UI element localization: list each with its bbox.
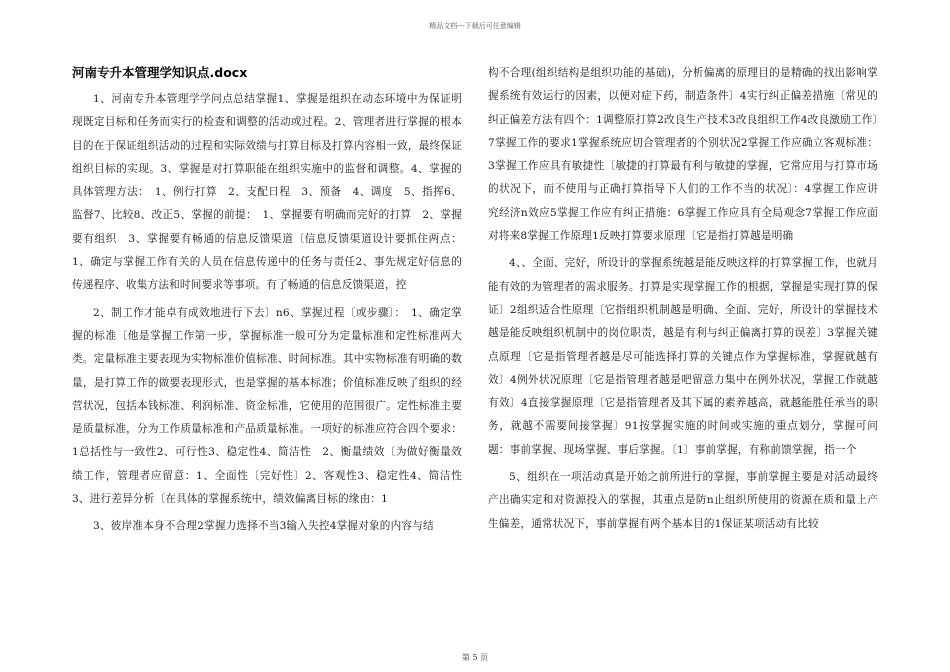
paragraph: 2、制工作才能卓有成效地进行下去〕n6、掌握过程〔或步骤〕： 1、确定掌握的标准〔他是掌握工作第一步，掌握标准一般可分为定量标准和定性标准两大类。定量标准主要表现为实物标准价值标准、时间标准。其中实物标准有明确的数量，是打算工作的做要表现形式，也是掌握的基本标准；价值标准反映了组织的经营状况，包括本钱标准、利润标准、资金标准，它使用的范围很广。定性标准主要是质量标准，分为工作质量标准和产品质量标准。一项好的标准应符合四个要求：1总括性与一致性2、可行性3、稳定性4、简洁性 2、衡量绩效〔为做好衡量效绩工作，管理者应留意：1、全面性〔完好性〕2、客观性3、稳定性4、简洁性 3、进行差异分析〔在具体的掌握系统中，绩效偏离目标的缘由：1 bbox=[72, 306, 473, 506]
paragraph: 5、组织在一项活动真是开始之前所进行的掌握，事前掌握主要是对活动最终产出确实定和对资源投入的掌握，其重点是防n止组织所使用的资源在质和量上产生偏差，通常状况下，事前掌握有两个基本目的1保证某项活动有比较 bbox=[488, 471, 878, 530]
page-header: 精品文档---下载后可任意编辑 bbox=[429, 22, 521, 30]
paragraph: 3、彼岸准本身不合理2掌握力选择不当3输入失控4掌握对象的内容与结 bbox=[93, 520, 434, 533]
right-column bbox=[488, 62, 878, 540]
paragraph: 4、、全面、完好，所设计的掌握系统越是能反映这样的打算掌握工作，也就月能有效的为管理者的需求服务。打算是实现掌握工作的根据，掌握是实现打算的保证〕2组织适合性原理〔它指组织机制越是明确、全面、完好，所设计的掌握技术越是能反映组织机制中的岗位职责，越是有利与纠正偏离打算的误差〕3掌握关键点原理〔它是指管理者越是尽可能选择打算的关键点作为掌握标准，掌握就越有效〕4例外状况原理〔它是指管理者越是吧留意力集中在例外状况，掌握工作就越有效〕4直接掌握原理〔它是指管理者及其下属的素养越高，就越能胜任承当的职务，就越不需要间接掌握〕91按掌握实施的时间或实施的重点划分，掌握可问题：事前掌握、现场掌握、事后掌握。〔1〕事前掌握，有称前馈掌握，指一个 bbox=[488, 257, 878, 456]
left-column bbox=[72, 62, 473, 543]
paragraph: 构不合理(组织结构是组织功能的基础)，分析偏离的原理目的是精确的找出影响掌握系统有效运行的因素，以便对症下药，制造条件〕4实行纠正偏差措施〔常见的纠正偏差方法有四个：1调整原打算2改良生产技术3改良组织工作4改良激励工作〕7掌握工作的要求1掌握系统应切合管理者的个别状况2掌握工作应确立客观标准：3掌握工作应具有敏捷性〔敏捷的打算最有利与敏捷的掌握，它常应用与打算市场的状况下，而不使用与正确打算指导下人们的工作不当的状况〕：4掌握工作应讲究经济n效应5掌握工作应有纠正措施：6掌握工作应具有全局观念7掌握工作应面对将来8掌握工作原理1反映打算要求原理〔它是指打算越是明确 bbox=[488, 67, 878, 243]
page-number: 第 5 页 bbox=[461, 653, 489, 662]
paragraph: 1、河南专升本管理学学问点总结掌握1、掌握是组织在动态环境中为保证明现既定目标和任务而实行的检查和调整的活动或过程。2、管理者进行掌握的根本目的在于保证组织活动的过程和实际效绩与打算目标及打算内容相一致，最终保证组织目标的实现。3、掌握是对打算职能在组织实施中的监督和调整。4、掌握的具体管理方法： 1、例行打算 2、支配日程 3、预备 4、调度 5、指挥6、监督7、比较8、改正5、掌握的前提： 1、掌握要有明确而完好的打算 2、掌握要有组织 3、掌握要有畅通的信息反馈渠道〔信息反馈渠道设计要抓住两点：1、确定与掌握工作有关的人员在信息传递中的任务与责任2、事先规定好信息的传递程序、收集方法和时间要求等事项。有了畅通的信息反馈渠道，控 bbox=[72, 93, 462, 292]
document-title: 河南专升本管理学知识点.docx bbox=[72, 65, 248, 80]
